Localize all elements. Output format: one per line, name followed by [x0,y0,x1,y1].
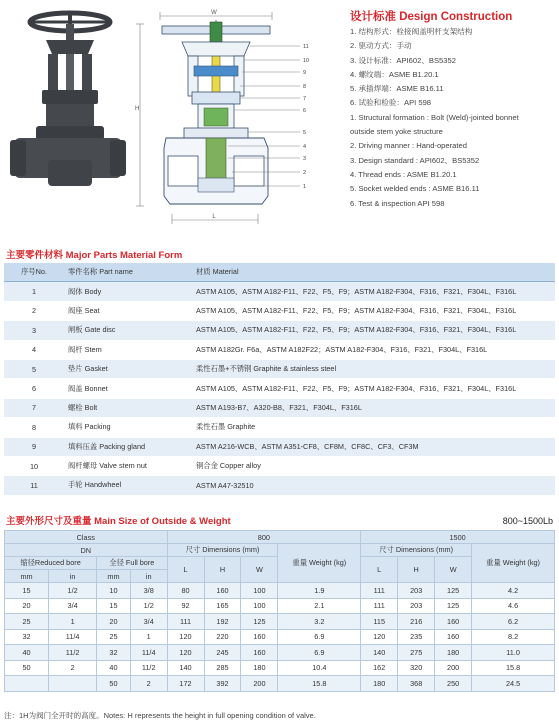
dimensions-table [4,530,555,692]
table-cell: 192 [204,614,241,630]
table-cell: 4.2 [472,583,555,599]
table-cell [5,676,49,692]
table-cell: 32 [5,629,49,645]
col-h-800: H [204,557,241,583]
table-cell: 11/2 [130,660,167,676]
table-cell: 2.1 [278,598,361,614]
table-cell: 111 [167,614,204,630]
full-bore-header: 全径 Full bore [97,557,167,570]
table-cell: 11.0 [472,645,555,661]
table-cell: 3/4 [130,614,167,630]
col-w-1500: W [435,557,472,583]
reduced-bore-header: 缩径Reduced bore [5,557,97,570]
cell-material: ASTM A105、ASTM A182-F11、F22、F5、F9；ASTM A182-F304、F316、F321、F304L、F316L [192,301,555,320]
table-row [4,476,555,495]
cell-material: ASTM A47-32510 [192,476,555,495]
table-cell: 125 [435,583,472,599]
table-row [5,645,555,661]
table-cell: 203 [398,598,435,614]
table-cell: 180 [361,676,398,692]
cell-part: 填料 Packing [64,418,192,437]
col-h-1500: H [398,557,435,583]
table-row [4,437,555,456]
class-800: 800 [167,531,361,544]
table-cell: 120 [167,645,204,661]
cell-no: 6 [4,379,64,398]
table-cell: 160 [435,629,472,645]
table-row [5,598,555,614]
table-cell: 2 [130,676,167,692]
cell-material: 柔性石墨+不锈钢 Graphite & stainless steel [192,359,555,378]
table-cell: 40 [5,645,49,661]
table-cell: 24.5 [472,676,555,692]
design-item: 3. 设计标准：API602、BS5352 [350,55,456,65]
table-row [5,614,555,630]
table-row [5,676,555,692]
table-row [4,340,555,359]
cell-no: 10 [4,456,64,475]
table-cell: 115 [361,614,398,630]
cell-material: ASTM A105、ASTM A182-F11、F22、F5、F9；ASTM A182-F304、F316、F321、F304L、F316L [192,282,555,301]
table-cell: 160 [435,614,472,630]
cell-no: 8 [4,418,64,437]
table-cell: 3.2 [278,614,361,630]
callout-label: 7 [303,96,307,102]
callout-label: 11 [303,44,309,50]
design-item: outside stem yoke structure [350,127,443,137]
cell-part: 阀杆 Stem [64,340,192,359]
table-cell: 15.8 [472,660,555,676]
table-cell: 15 [97,598,131,614]
table-cell: 6.9 [278,645,361,661]
table-cell: 120 [361,629,398,645]
col-l-800: L [167,557,204,583]
table-cell: 275 [398,645,435,661]
table-row [4,301,555,320]
cell-material: 柔性石墨 Graphite [192,418,555,437]
table-cell: 2 [49,660,97,676]
callout-label: 2 [303,170,307,176]
table-cell: 245 [204,645,241,661]
cell-part: 阀杆螺母 Valve stem nut [64,456,192,475]
cell-part: 手轮 Handwheel [64,476,192,495]
design-construction-title: 设计标准 Design Construction [350,11,513,23]
table-cell: 111 [361,598,398,614]
weight-header-800: 重量 Weight (kg) [278,544,361,583]
design-item: 6. Test & inspection API 598 [350,198,445,208]
table-cell: 140 [361,645,398,661]
weight-header-1500: 重量 Weight (kg) [472,544,555,583]
callout-label: 9 [303,70,307,76]
table-cell: 180 [241,660,278,676]
dimensions-label-800: 尺寸 Dimensions (mm) [167,544,278,557]
valve-photo [8,10,128,190]
table-cell: 125 [241,614,278,630]
table-cell: 160 [241,645,278,661]
table-cell: 111 [361,583,398,599]
table-cell: 216 [398,614,435,630]
table-cell: 125 [435,598,472,614]
table-cell: 1.9 [278,583,361,599]
table-cell: 320 [398,660,435,676]
table-cell: 32 [97,645,131,661]
table-row [5,583,555,599]
cell-part: 阀体 Body [64,282,192,301]
design-construction-list [350,25,555,211]
design-item: 1. Structural formation : Bolt (Weld)-jointed bonnet [350,112,519,122]
cell-material: ASTM A105、ASTM A182-F11、F22、F5、F9；ASTM A182-F304、F316、F321、F304L、F316L [192,379,555,398]
table-cell: 10.4 [278,660,361,676]
table-row [4,321,555,340]
callout-label: 10 [303,58,310,64]
table-cell [49,676,97,692]
table-cell: 100 [241,598,278,614]
table-cell: 15 [5,583,49,599]
table-cell: 92 [167,598,204,614]
table-cell: 1/2 [130,598,167,614]
drawing-callouts [303,44,309,190]
table-row [4,418,555,437]
table-cell: 80 [167,583,204,599]
parts-header-material: 材质 Material [192,263,555,282]
design-item: 2. 驱动方式：手动 [350,41,412,51]
parts-section-title: 主要零件材料 Major Parts Material Form [6,250,183,261]
table-cell: 1/2 [49,583,97,599]
table-cell: 15.8 [278,676,361,692]
cell-material: ASTM A193-B7、A320-B8、F321、F304L、F316L [192,398,555,417]
dim-l-label: L [212,214,216,220]
table-cell: 50 [5,660,49,676]
table-cell: 25 [97,629,131,645]
design-item: 4. 螺纹端：ASME B1.20.1 [350,69,439,79]
table-cell: 50 [97,676,131,692]
table-cell: 20 [5,598,49,614]
table-cell: 160 [204,583,241,599]
design-item: 5. Socket welded ends : ASME B16.11 [350,184,480,194]
dimensions-table-body [5,583,555,692]
table-cell: 160 [241,629,278,645]
design-item: 2. Driving manner : Hand-operated [350,141,467,151]
table-row [4,359,555,378]
table-cell: 172 [167,676,204,692]
dims-section-title: 主要外形尺寸及重量 Main Size of Outside & Weight [6,516,231,527]
table-cell: 4.6 [472,598,555,614]
table-cell: 165 [204,598,241,614]
pressure-class-range: 800~1500Lb [502,516,553,526]
table-cell: 235 [398,629,435,645]
cell-no: 2 [4,301,64,320]
footnote: 注：1H为阀门全开时的高度。Notes: H represents the height in full opening condition of valve. [4,711,316,720]
table-cell: 6.2 [472,614,555,630]
table-row [5,660,555,676]
cell-no: 5 [4,359,64,378]
cell-no: 4 [4,340,64,359]
table-cell: 1 [130,629,167,645]
cell-no: 9 [4,437,64,456]
callout-label: 8 [303,84,307,90]
table-cell: 368 [398,676,435,692]
table-cell: 203 [398,583,435,599]
mm-header: mm [5,570,49,583]
parts-header-name: 零件名称 Part name [64,263,192,282]
cell-no: 3 [4,321,64,340]
mm-header: mm [97,570,131,583]
table-cell: 11/4 [49,629,97,645]
cell-part: 螺栓 Bolt [64,398,192,417]
table-cell: 40 [97,660,131,676]
table-row [4,456,555,475]
table-cell: 220 [204,629,241,645]
callout-label: 6 [303,108,307,114]
table-cell: 11/2 [49,645,97,661]
table-cell: 8.2 [472,629,555,645]
table-cell: 20 [97,614,131,630]
table-cell: 200 [241,676,278,692]
dim-h-label: H [135,106,140,112]
class-label: Class [5,531,168,544]
table-cell: 6.9 [278,629,361,645]
design-item: 4. Thread ends : ASME B1.20.1 [350,169,457,179]
table-cell: 200 [435,660,472,676]
in-header: in [130,570,167,583]
callout-label: 5 [303,130,307,136]
class-1500: 1500 [361,531,555,544]
table-cell: 120 [167,629,204,645]
dim-w-label: W [211,10,217,16]
table-cell: 3/4 [49,598,97,614]
cell-material: 铜合金 Copper alloy [192,456,555,475]
table-cell: 285 [204,660,241,676]
design-item: 3. Design standard : API602、BS5352 [350,155,480,165]
col-l-1500: L [361,557,398,583]
table-cell: 180 [435,645,472,661]
cell-material: ASTM A216-WCB、ASTM A351-CF8、CF8M、CF8C、CF3、CF3M [192,437,555,456]
in-header: in [49,570,97,583]
callout-label: 3 [303,156,307,162]
cell-part: 填料压盖 Packing gland [64,437,192,456]
parts-header-no: 序号No. [4,263,64,282]
parts-material-table [4,263,555,496]
table-cell: 100 [241,583,278,599]
cell-part: 闸板 Gate disc [64,321,192,340]
cell-no: 11 [4,476,64,495]
table-cell: 11/4 [130,645,167,661]
cell-part: 阀盖 Bonnet [64,379,192,398]
valve-section-drawing [132,6,342,228]
table-cell: 25 [5,614,49,630]
design-item: 6. 试验和检验：API 598 [350,98,432,108]
cell-material: ASTM A182Gr. F6a、ASTM A182F22；ASTM A182-F304、F316、F321、F304L、F316L [192,340,555,359]
cell-part: 垫片 Gasket [64,359,192,378]
dimensions-label-1500: 尺寸 Dimensions (mm) [361,544,472,557]
table-cell: 162 [361,660,398,676]
table-row [5,629,555,645]
table-cell: 140 [167,660,204,676]
cell-no: 1 [4,282,64,301]
dn-label: DN [5,544,168,557]
table-cell: 1 [49,614,97,630]
table-cell: 3/8 [130,583,167,599]
callout-label: 4 [303,144,307,150]
design-item: 5. 承插焊端：ASME B16.11 [350,84,444,94]
table-row [4,379,555,398]
table-cell: 250 [435,676,472,692]
table-cell: 10 [97,583,131,599]
design-item: 1. 结构形式：栓接阀盖明杆支架结构 [350,27,473,36]
cell-no: 7 [4,398,64,417]
callout-label: 1 [303,184,307,190]
cell-material: ASTM A105、ASTM A182-F11、F22、F5、F9；ASTM A182-F304、F316、F321、F304L、F316L [192,321,555,340]
col-w-800: W [241,557,278,583]
table-row [4,398,555,417]
table-row [4,282,555,301]
table-cell: 392 [204,676,241,692]
cell-part: 阀座 Seat [64,301,192,320]
